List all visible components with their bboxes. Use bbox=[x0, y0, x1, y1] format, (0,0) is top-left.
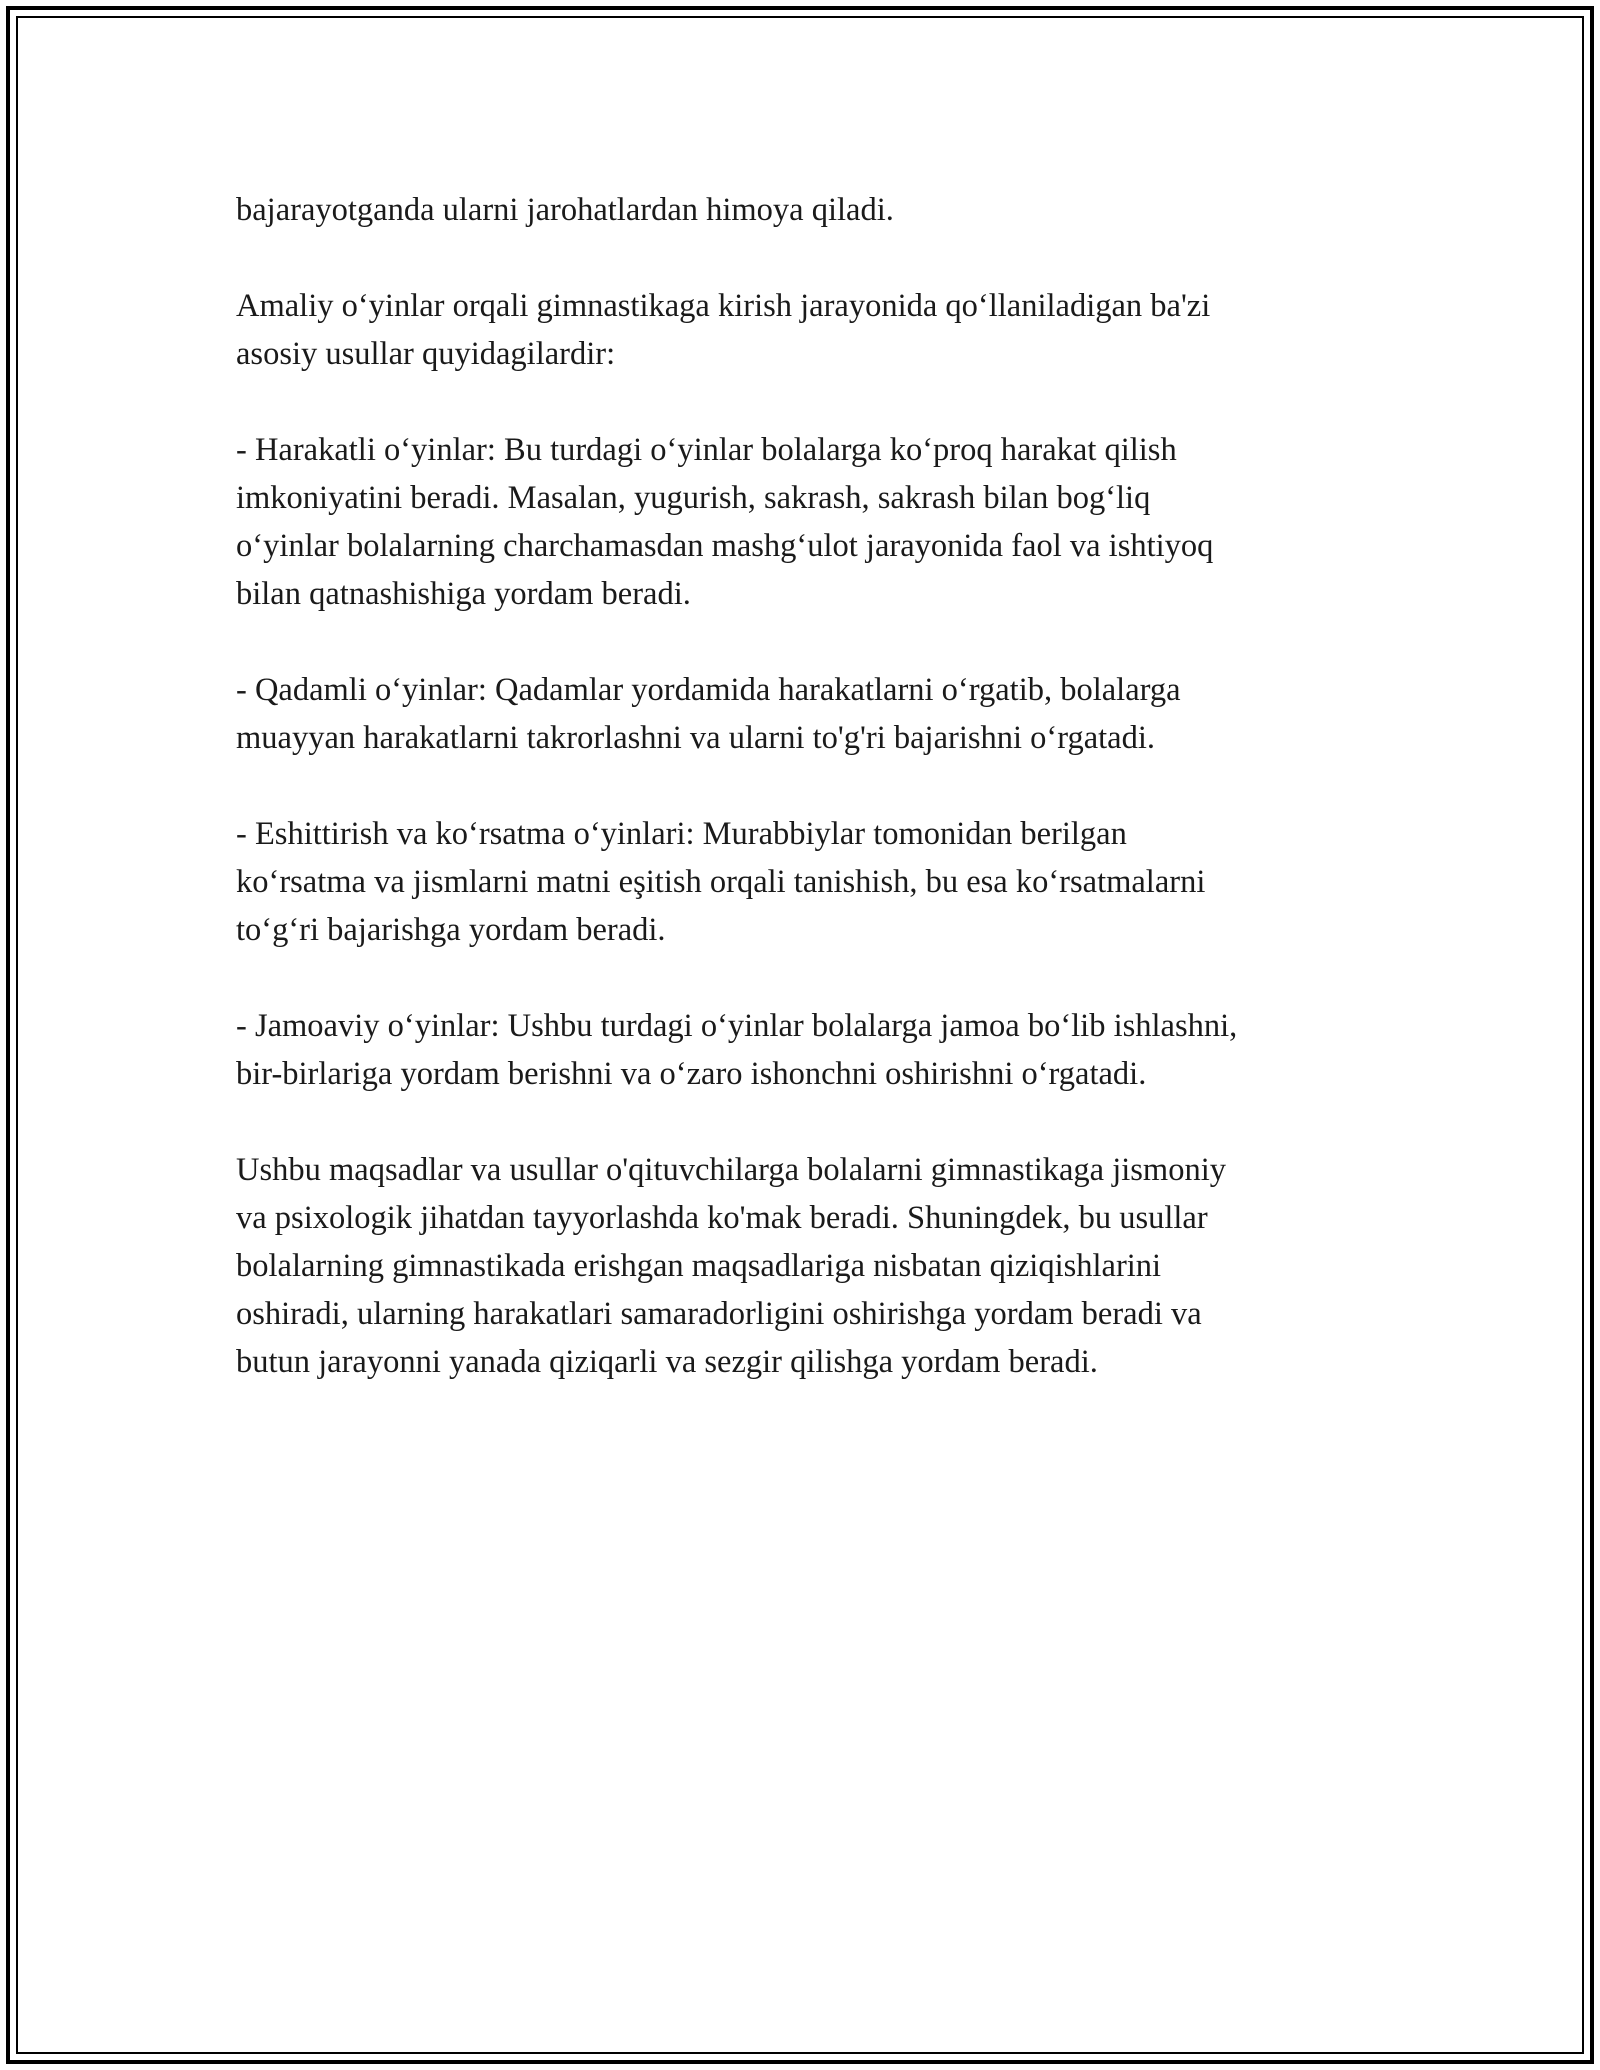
text-line: bolalarning gimnastikada erishgan maqsadlariga nisbatan qiziqishlarini bbox=[236, 1248, 1162, 1284]
text-line: asosiy usullar quyidagilardir: bbox=[236, 336, 616, 372]
text-line: - Eshittirish va ko‘rsatma o‘yinlari: Murabbiylar tomonidan berilgan bbox=[236, 816, 1127, 852]
paragraph-active-games bbox=[236, 426, 1376, 618]
text-line: - Harakatli o‘yinlar: Bu turdagi o‘yinlar bolalarga ko‘proq harakat qilish bbox=[236, 432, 1177, 468]
text-line: Amaliy o‘yinlar orqali gimnastikaga kirish jarayonida qo‘llaniladigan ba'zi bbox=[236, 288, 1211, 324]
paragraph-conclusion bbox=[236, 1146, 1376, 1386]
paragraph-listening-games bbox=[236, 810, 1376, 954]
text-line: o‘yinlar bolalarning charchamasdan mashg‘ulot jarayonida faol va ishtiyoq bbox=[236, 528, 1214, 564]
text-line: bir-birlariga yordam berishni va o‘zaro ishonchni oshirishni o‘rgatadi. bbox=[236, 1056, 1147, 1092]
paragraph-team-games bbox=[236, 1002, 1376, 1098]
text-line: va psixologik jihatdan tayyorlashda ko'mak beradi. Shuningdek, bu usullar bbox=[236, 1200, 1208, 1236]
text-line: imkoniyatini beradi. Masalan, yugurish, sakrash, sakrash bilan bog‘liq bbox=[236, 480, 1151, 516]
text-line: butun jarayonni yanada qiziqarli va sezgir qilishga yordam beradi. bbox=[236, 1344, 1098, 1380]
paragraph-methods-intro bbox=[236, 282, 1376, 378]
text-line: Ushbu maqsadlar va usullar o'qituvchilarga bolalarni gimnastikaga jismoniy bbox=[236, 1152, 1226, 1188]
text-line: ko‘rsatma va jismlarni matni eşitish orqali tanishish, bu esa ko‘rsatmalarni bbox=[236, 864, 1206, 900]
paragraph-intro bbox=[236, 186, 1376, 234]
text-line: bajarayotganda ularni jarohatlardan himoya qiladi. bbox=[236, 192, 894, 228]
document-body bbox=[236, 186, 1376, 1434]
text-line: bilan qatnashishiga yordam beradi. bbox=[236, 576, 691, 612]
paragraph-step-games bbox=[236, 666, 1376, 762]
text-line: to‘g‘ri bajarishga yordam beradi. bbox=[236, 912, 666, 948]
text-line: - Jamoaviy o‘yinlar: Ushbu turdagi o‘yinlar bolalarga jamoa bo‘lib ishlashni, bbox=[236, 1008, 1238, 1044]
text-line: - Qadamli o‘yinlar: Qadamlar yordamida harakatlarni o‘rgatib, bolalarga bbox=[236, 672, 1181, 708]
text-line: muayyan harakatlarni takrorlashni va ularni to'g'ri bajarishni o‘rgatadi. bbox=[236, 720, 1155, 756]
text-line: oshiradi, ularning harakatlari samaradorligini oshirishga yordam beradi va bbox=[236, 1296, 1202, 1332]
